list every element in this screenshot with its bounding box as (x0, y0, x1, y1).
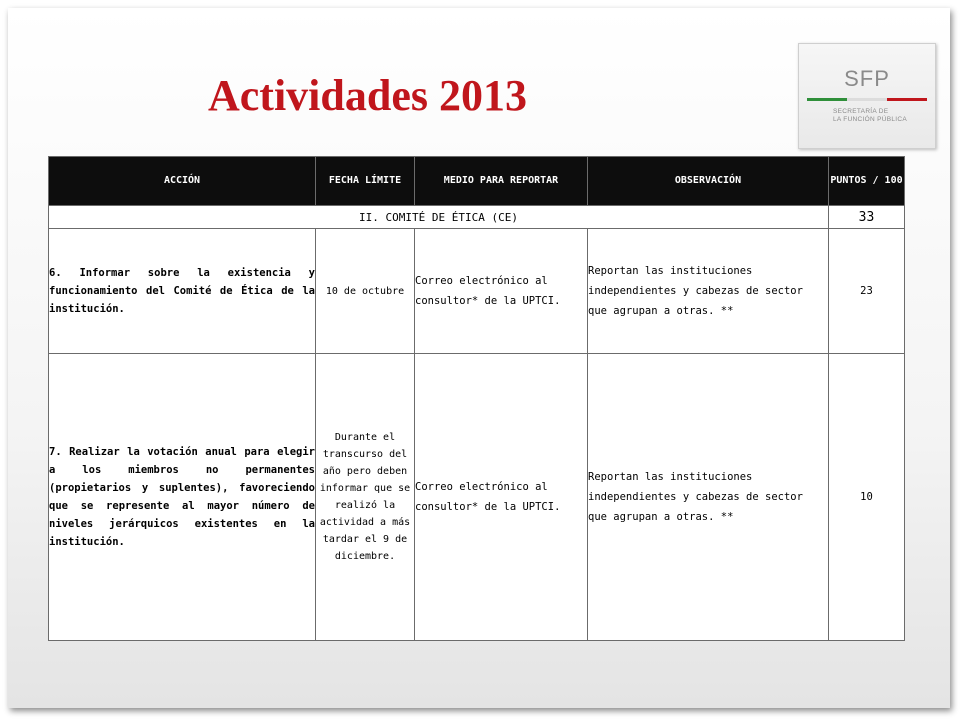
section-points: 33 (829, 206, 905, 229)
logo-text-line-1: SECRETARÍA DE (833, 108, 889, 115)
section-row (49, 206, 905, 229)
header-medio-para-reportar: MEDIO PARA REPORTAR (415, 157, 588, 206)
row-fecha: 10 de octubre (316, 229, 415, 354)
logo-stripe-red (887, 98, 927, 101)
logo-abbreviation: SFP (844, 66, 890, 91)
row-fecha: Durante el transcurso del año pero deben informar que se realizó la actividad a más tardar el 9 de diciembre. (316, 354, 415, 641)
header-fecha-limite: FECHA LÍMITE (316, 157, 415, 206)
header-puntos: PUNTOS / 100 (829, 157, 905, 206)
table-row (49, 354, 905, 641)
row-medio: Correo electrónico al consultor* de la UPTCI. (415, 354, 588, 641)
header-accion: ACCIÓN (49, 157, 316, 206)
row-medio: Correo electrónico al consultor* de la UPTCI. (415, 229, 588, 354)
row-accion: 6. Informar sobre la existencia y funcionamiento del Comité de Ética de la institución. (49, 229, 316, 354)
header-observacion: OBSERVACIÓN (588, 157, 829, 206)
page-title: Actividades 2013 (208, 71, 527, 120)
section-label: II. COMITÉ DE ÉTICA (CE) (49, 206, 829, 229)
row-observacion: Reportan las instituciones independientes y cabezas de sector que agrupan a otras. ** (588, 229, 829, 354)
row-accion: 7. Realizar la votación anual para elegir a los miembros no permanentes (propietarios y suplentes), favoreciendo que se represente al mayor número de niveles jerárquicos existentes en la institución. (49, 354, 316, 641)
logo-text-line-2: LA FUNCIÓN PÚBLICA (833, 116, 908, 123)
sfp-logo (798, 43, 936, 149)
row-puntos: 23 (829, 229, 905, 354)
row-puntos: 10 (829, 354, 905, 641)
logo-stripe-green (807, 98, 847, 101)
activities-table (48, 156, 905, 641)
table-header-row (49, 157, 905, 206)
table-row (49, 229, 905, 354)
logo-stripe-white (847, 98, 887, 101)
row-observacion: Reportan las instituciones independientes y cabezas de sector que agrupan a otras. ** (588, 354, 829, 641)
